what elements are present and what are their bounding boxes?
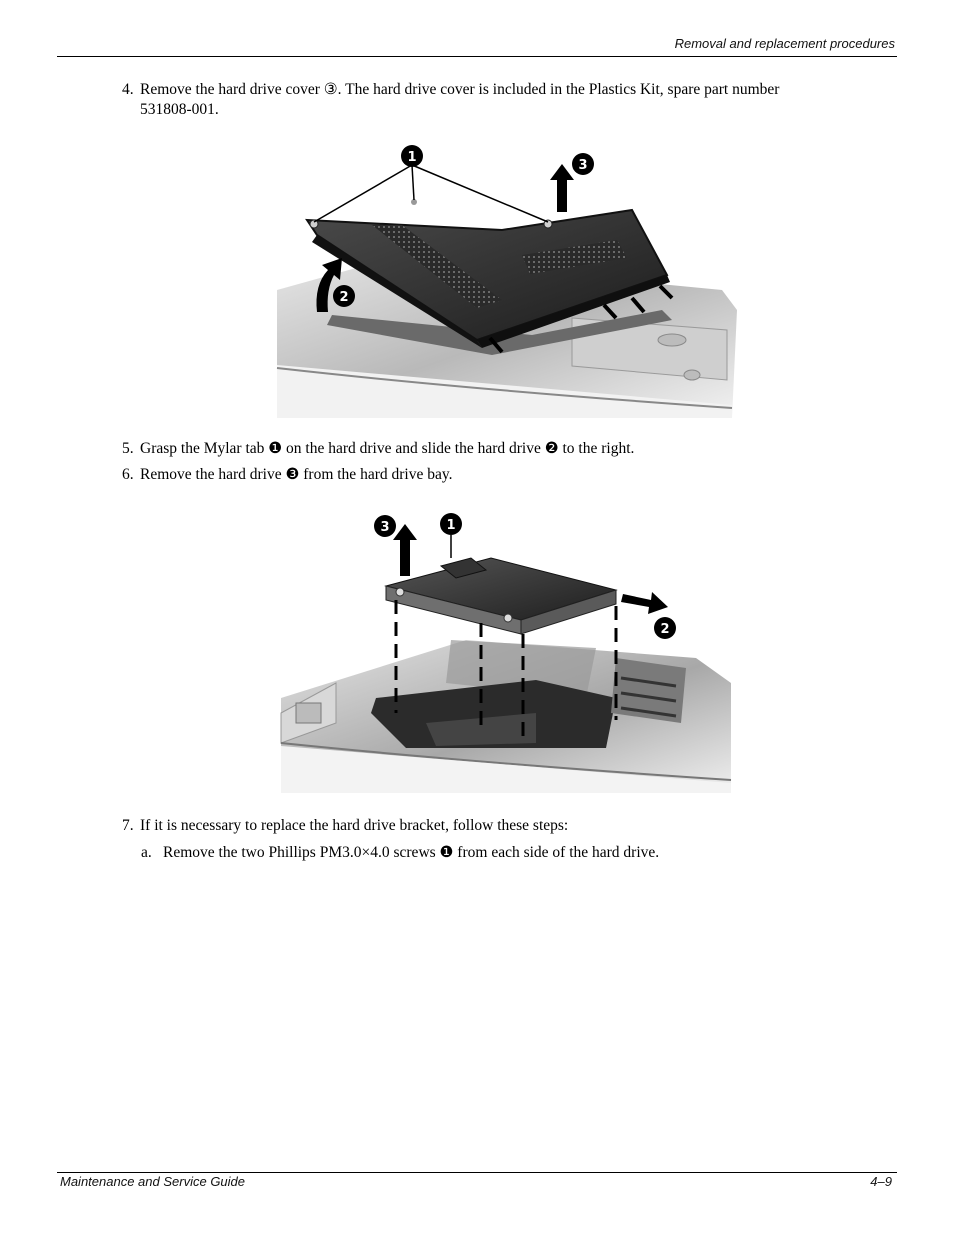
figure2-callout-1: 1 xyxy=(446,518,456,533)
step-text: If it is necessary to replace the hard drive bracket, follow these steps: xyxy=(140,817,569,834)
step-number: 7. xyxy=(122,817,134,834)
running-header: Removal and replacement procedures xyxy=(674,36,895,51)
figure-hard-drive-removal xyxy=(276,508,738,798)
figure1-callout-3: 3 xyxy=(578,158,588,173)
step-number: 4. xyxy=(122,81,134,98)
figure1-callout-2: 2 xyxy=(339,290,349,305)
substep-letter: a. xyxy=(141,844,152,861)
page-number: 4–9 xyxy=(870,1174,892,1189)
step-text-continuation: 531808-001. xyxy=(140,101,219,118)
figure1-callout-1: 1 xyxy=(407,150,417,165)
step-text: Remove the hard drive ❸ from the hard drive bay. xyxy=(140,466,453,483)
step-number: 6. xyxy=(122,466,134,483)
figure2-callout-2: 2 xyxy=(660,622,670,637)
figure2-callout-3: 3 xyxy=(380,520,390,535)
figure-hard-drive-cover-removal xyxy=(272,140,742,422)
step-text: Grasp the Mylar tab ❶ on the hard drive and slide the hard drive ❷ to the right. xyxy=(140,440,635,457)
header-rule xyxy=(57,56,897,57)
step-text: Remove the hard drive cover ③. The hard drive cover is included in the Plastics Kit, spare part number xyxy=(140,81,780,98)
running-footer-title: Maintenance and Service Guide xyxy=(60,1174,246,1189)
step-number: 5. xyxy=(122,440,134,457)
substep-text: Remove the two Phillips PM3.0×4.0 screws ❶ from each side of the hard drive. xyxy=(163,844,660,861)
footer-rule xyxy=(57,1172,897,1173)
